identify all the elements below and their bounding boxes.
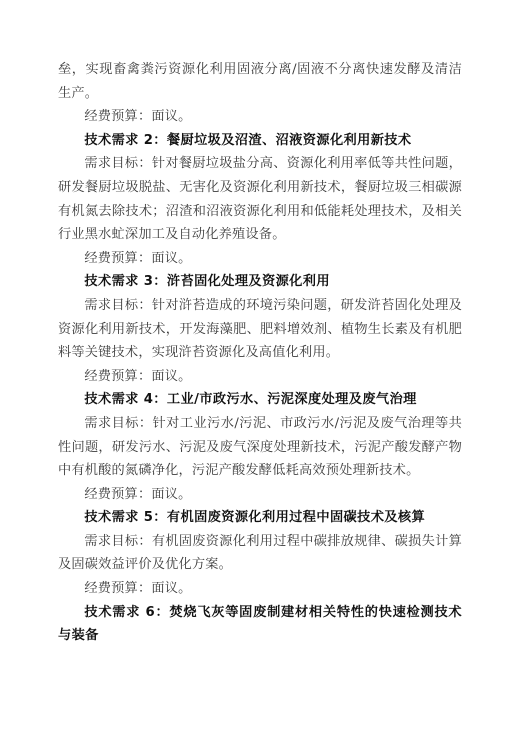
requirement-goal: 需求目标：有机固废资源化利用过程中碳排放规律、碳损失计算及固碳效益评价及优化方案。	[58, 533, 462, 573]
requirement-goal: 需求目标：针对餐厨垃圾盐分高、资源化利用率低等共性问题，研发餐厨垃圾脱盐、无害化及资源化利用新技术，餐厨垃圾三相碳源有机氮去除技术；沼渣和沼液资源化利用和低能耗处理技术，及相关行业黑水虻深加工及自动化养殖设备。	[58, 156, 462, 243]
document-page	[58, 58, 462, 648]
paragraph-continuation: 垒，实现畜禽粪污资源化利用固液分离/固液不分离快速发酵及清洁生产。	[58, 62, 462, 101]
budget-line: 经费预算：面议。	[84, 250, 192, 266]
budget-line: 经费预算：面议。	[84, 368, 192, 384]
section-heading-3: 技术需求 3：浒苔固化处理及资源化利用	[84, 274, 330, 290]
budget-line: 经费预算：面议。	[84, 109, 192, 125]
section-heading-6: 技术需求 6：焚烧飞灰等固废制建材相关特性的快速检测技术与装备	[58, 604, 462, 644]
requirement-goal: 需求目标：针对工业污水/污泥、市政污水/污泥及废气治理等共性问题，研发污水、污泥及废气深度处理新技术，污泥产酸发酵产物中有机酸的氮磷净化，污泥产酸发酵低耗高效预处理新技术。	[58, 415, 462, 479]
requirement-goal: 需求目标：针对浒苔造成的环境污染问题，研发浒苔固化处理及资源化利用新技术，开发海藻肥、肥料增效剂、植物生长素及有机肥料等关键技术，实现浒苔资源化及高值化利用。	[58, 297, 462, 361]
section-heading-5: 技术需求 5：有机固废资源化利用过程中固碳技术及核算	[84, 510, 426, 526]
section-heading-2: 技术需求 2：餐厨垃圾及沼渣、沼液资源化利用新技术	[84, 132, 412, 148]
section-heading-4: 技术需求 4：工业/市政污水、污泥深度处理及废气治理	[84, 392, 417, 408]
budget-line: 经费预算：面议。	[84, 581, 192, 597]
budget-line: 经费预算：面议。	[84, 486, 192, 502]
